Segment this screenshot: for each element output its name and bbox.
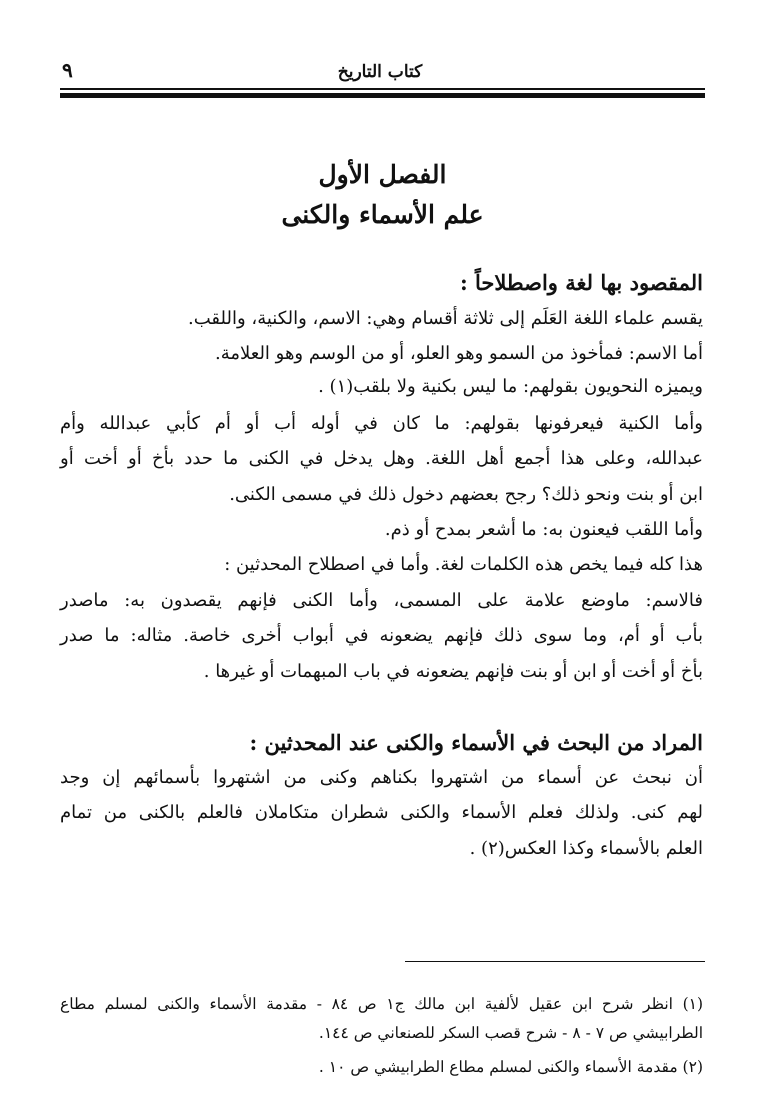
footnote-1-continued: الطرابيشي ص ٧ - ٨ - شرح قصب السكر للصنعاني ص ١٤٤. — [318, 1024, 703, 1042]
footnote-2: (٢) مقدمة الأسماء والكنى لمسلم مطاع الطرابيشي ص ١٠ . — [318, 1058, 703, 1076]
running-header-title: كتاب التاريخ — [337, 62, 423, 82]
header-rule-thin — [60, 88, 705, 90]
paragraph-line: يقسم علماء اللغة العَلَم إلى ثلاثة أقسام وهي: الاسم، والكنية، واللقب. — [188, 308, 703, 329]
paragraph-line: وأما الكنية فيعرفونها بقولهم: ما كان في أوله أب أو أم كأبي عبدالله وأم — [60, 413, 703, 434]
page-number: ٩ — [62, 58, 73, 82]
section-heading-definition: المقصود بها لغة واصطلاحاً : — [459, 270, 703, 295]
paragraph-line: عبدالله، وعلى هذا أجمع أهل اللغة. وهل يدخل في الكنى ما حدد بأخ أو أخت أو — [60, 448, 703, 469]
paragraph-line: ويميزه النحويون بقولهم: ما ليس بكنية ولا بلقب(١) . — [318, 376, 703, 397]
paragraph-line: أن نبحث عن أسماء من اشتهروا بكناهم وكنى من اشتهروا بأسمائهم إن وجد — [60, 767, 703, 788]
chapter-subtitle: علم الأسماء والكنى — [281, 200, 484, 229]
paragraph-line: بأخ أو أخت أو ابن أو بنت فإنهم يضعونه في باب المبهمات أو غيرها . — [203, 661, 703, 682]
chapter-title: الفصل الأول — [318, 160, 447, 189]
paragraph-line: أما الاسم: فمأخوذ من السمو وهو العلو، أو من الوسم وهو العلامة. — [215, 343, 703, 364]
paragraph-line: وأما اللقب فيعنون به: ما أشعر بمدح أو ذم. — [384, 519, 703, 540]
paragraph-line: فالاسم: ماوضع علامة على المسمى، وأما الكنى فإنهم يقصدون به: ماصدر — [60, 590, 703, 611]
paragraph-line: لهم كنى. ولذلك فعلم الأسماء والكنى شطران متكاملان فالعلم بالكنى من تمام — [60, 802, 703, 823]
paragraph-line: بأب أو أم، وما سوى ذلك فإنهم يضعونه في أبواب أخرى خاصة. مثاله: ما صدر — [60, 625, 703, 646]
section-heading-purpose: المراد من البحث في الأسماء والكنى عند المحدثين : — [249, 730, 703, 755]
paragraph-line: هذا كله فيما يخص هذه الكلمات لغة. وأما في اصطلاح المحدثين : — [224, 554, 703, 575]
paragraph-line: ابن أو بنت ونحو ذلك؟ رجح بعضهم دخول ذلك في مسمى الكنى. — [229, 484, 703, 505]
paragraph-line: العلم بالأسماء وكذا العكس(٢) . — [469, 838, 703, 859]
footnote-1: (١) انظر شرح ابن عقيل لألفية ابن مالك ج١ ص ٨٤ - مقدمة الأسماء والكنى لمسلم مطاع — [60, 995, 704, 1013]
footnote-separator — [405, 961, 705, 962]
header-rule-thick — [60, 93, 705, 98]
